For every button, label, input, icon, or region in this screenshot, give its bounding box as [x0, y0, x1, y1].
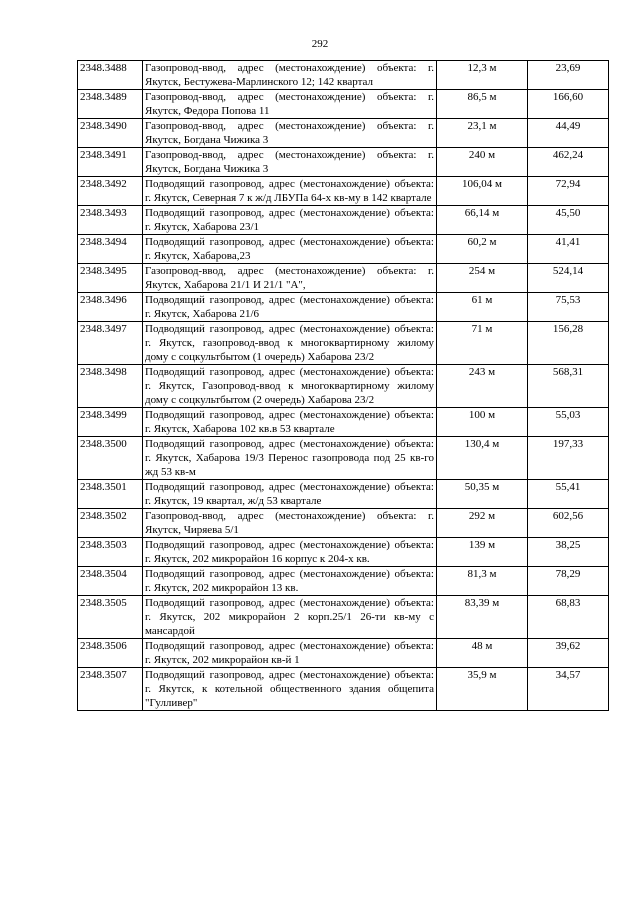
row-number-cell: 2348.3501	[78, 480, 143, 509]
value-cell: 166,60	[528, 90, 609, 119]
value-cell: 524,14	[528, 264, 609, 293]
length-cell: 100 м	[437, 408, 528, 437]
table-row	[78, 322, 609, 365]
table-row	[78, 365, 609, 408]
length-cell: 130,4 м	[437, 437, 528, 480]
row-number-cell: 2348.3505	[78, 596, 143, 639]
length-cell: 243 м	[437, 365, 528, 408]
length-cell: 61 м	[437, 293, 528, 322]
row-number-cell: 2348.3506	[78, 639, 143, 668]
value-cell: 41,41	[528, 235, 609, 264]
object-description-cell: Подводящий газопровод, адрес (местонахождение) объекта: г. Якутск, Хабарова,23	[143, 235, 437, 264]
length-cell: 50,35 м	[437, 480, 528, 509]
value-cell: 568,31	[528, 365, 609, 408]
table-row	[78, 509, 609, 538]
value-cell: 34,57	[528, 668, 609, 711]
row-number-cell: 2348.3497	[78, 322, 143, 365]
object-description-cell: Подводящий газопровод, адрес (местонахождение) объекта: г. Якутск, Газопровод-ввод к многоквартирному жилому дому с соцкультбытом (2 очередь) Хабарова 23/2	[143, 365, 437, 408]
object-description-cell: Подводящий газопровод, адрес (местонахождение) объекта: г. Якутск, Северная 7 к ж/д ЛБУПа 64-х кв-му в 142 квартале	[143, 177, 437, 206]
table-row	[78, 437, 609, 480]
row-number-cell: 2348.3490	[78, 119, 143, 148]
table-row	[78, 668, 609, 711]
length-cell: 66,14 м	[437, 206, 528, 235]
table-row	[78, 90, 609, 119]
length-cell: 81,3 м	[437, 567, 528, 596]
value-cell: 602,56	[528, 509, 609, 538]
length-cell: 60,2 м	[437, 235, 528, 264]
table-row	[78, 119, 609, 148]
object-description-cell: Газопровод-ввод, адрес (местонахождение) объекта: г. Якутск, Хабарова 21/1 И 21/1 "А",	[143, 264, 437, 293]
table-row	[78, 480, 609, 509]
table-row	[78, 148, 609, 177]
length-cell: 83,39 м	[437, 596, 528, 639]
length-cell: 139 м	[437, 538, 528, 567]
table-row	[78, 408, 609, 437]
row-number-cell: 2348.3500	[78, 437, 143, 480]
table-row	[78, 177, 609, 206]
table-row	[78, 596, 609, 639]
table-row	[78, 206, 609, 235]
length-cell: 35,9 м	[437, 668, 528, 711]
length-cell: 254 м	[437, 264, 528, 293]
length-cell: 48 м	[437, 639, 528, 668]
value-cell: 197,33	[528, 437, 609, 480]
object-description-cell: Подводящий газопровод, адрес (местонахождение) объекта: г. Якутск, Хабарова 102 кв.в 53 квартале	[143, 408, 437, 437]
value-cell: 55,41	[528, 480, 609, 509]
object-description-cell: Подводящий газопровод, адрес (местонахождение) объекта: г. Якутск, Хабарова 21/6	[143, 293, 437, 322]
registry-table	[77, 60, 609, 711]
object-description-cell: Подводящий газопровод, адрес (местонахождение) объекта: г. Якутск, 202 микрорайон 13 кв.	[143, 567, 437, 596]
value-cell: 45,50	[528, 206, 609, 235]
value-cell: 72,94	[528, 177, 609, 206]
value-cell: 78,29	[528, 567, 609, 596]
object-description-cell: Газопровод-ввод, адрес (местонахождение) объекта: г. Якутск, Федора Попова 11	[143, 90, 437, 119]
row-number-cell: 2348.3494	[78, 235, 143, 264]
page-number: 292	[311, 38, 329, 50]
length-cell: 12,3 м	[437, 61, 528, 90]
value-cell: 23,69	[528, 61, 609, 90]
object-description-cell: Газопровод-ввод, адрес (местонахождение) объекта: г. Якутск, Чиряева 5/1	[143, 509, 437, 538]
table-row	[78, 235, 609, 264]
length-cell: 106,04 м	[437, 177, 528, 206]
length-cell: 240 м	[437, 148, 528, 177]
row-number-cell: 2348.3488	[78, 61, 143, 90]
value-cell: 75,53	[528, 293, 609, 322]
row-number-cell: 2348.3489	[78, 90, 143, 119]
row-number-cell: 2348.3495	[78, 264, 143, 293]
value-cell: 55,03	[528, 408, 609, 437]
table-row	[78, 639, 609, 668]
object-description-cell: Подводящий газопровод, адрес (местонахождение) объекта: г. Якутск, 202 микрорайон 2 корп.25/1 26-ти кв-му с мансардой	[143, 596, 437, 639]
object-description-cell: Газопровод-ввод, адрес (местонахождение) объекта: г. Якутск, Бестужева-Марлинского 12; 142 квартал	[143, 61, 437, 90]
row-number-cell: 2348.3498	[78, 365, 143, 408]
object-description-cell: Подводящий газопровод, адрес (местонахождение) объекта: г. Якутск, к котельной общественного здания общепита "Гулливер"	[143, 668, 437, 711]
row-number-cell: 2348.3507	[78, 668, 143, 711]
length-cell: 292 м	[437, 509, 528, 538]
table-row	[78, 264, 609, 293]
object-description-cell: Подводящий газопровод, адрес (местонахождение) объекта: г. Якутск, Хабарова 23/1	[143, 206, 437, 235]
object-description-cell: Подводящий газопровод, адрес (местонахождение) объекта: г. Якутск, Хабарова 19/3 Перенос газопровода под 25 кв-го жд 53 кв-м	[143, 437, 437, 480]
row-number-cell: 2348.3502	[78, 509, 143, 538]
value-cell: 39,62	[528, 639, 609, 668]
object-description-cell: Газопровод-ввод, адрес (местонахождение) объекта: г. Якутск, Богдана Чижика 3	[143, 148, 437, 177]
value-cell: 44,49	[528, 119, 609, 148]
row-number-cell: 2348.3496	[78, 293, 143, 322]
row-number-cell: 2348.3499	[78, 408, 143, 437]
row-number-cell: 2348.3504	[78, 567, 143, 596]
table-row	[78, 538, 609, 567]
value-cell: 38,25	[528, 538, 609, 567]
table-row	[78, 567, 609, 596]
object-description-cell: Подводящий газопровод, адрес (местонахождение) объекта: г. Якутск, газопровод-ввод к многоквартирному жилому дому с соцкультбытом (1 очередь) Хабарова 23/2	[143, 322, 437, 365]
object-description-cell: Подводящий газопровод, адрес (местонахождение) объекта: г. Якутск, 202 микрорайон кв-й 1	[143, 639, 437, 668]
object-description-cell: Подводящий газопровод, адрес (местонахождение) объекта: г. Якутск, 202 микрорайон 16 корпус к 204-х кв.	[143, 538, 437, 567]
table-row	[78, 61, 609, 90]
row-number-cell: 2348.3491	[78, 148, 143, 177]
row-number-cell: 2348.3503	[78, 538, 143, 567]
length-cell: 23,1 м	[437, 119, 528, 148]
table-row	[78, 293, 609, 322]
value-cell: 462,24	[528, 148, 609, 177]
registry-body	[78, 61, 609, 711]
row-number-cell: 2348.3493	[78, 206, 143, 235]
value-cell: 156,28	[528, 322, 609, 365]
object-description-cell: Подводящий газопровод, адрес (местонахождение) объекта: г. Якутск, 19 квартал, ж/д 53 квартале	[143, 480, 437, 509]
length-cell: 71 м	[437, 322, 528, 365]
row-number-cell: 2348.3492	[78, 177, 143, 206]
value-cell: 68,83	[528, 596, 609, 639]
object-description-cell: Газопровод-ввод, адрес (местонахождение) объекта: г. Якутск, Богдана Чижика 3	[143, 119, 437, 148]
length-cell: 86,5 м	[437, 90, 528, 119]
